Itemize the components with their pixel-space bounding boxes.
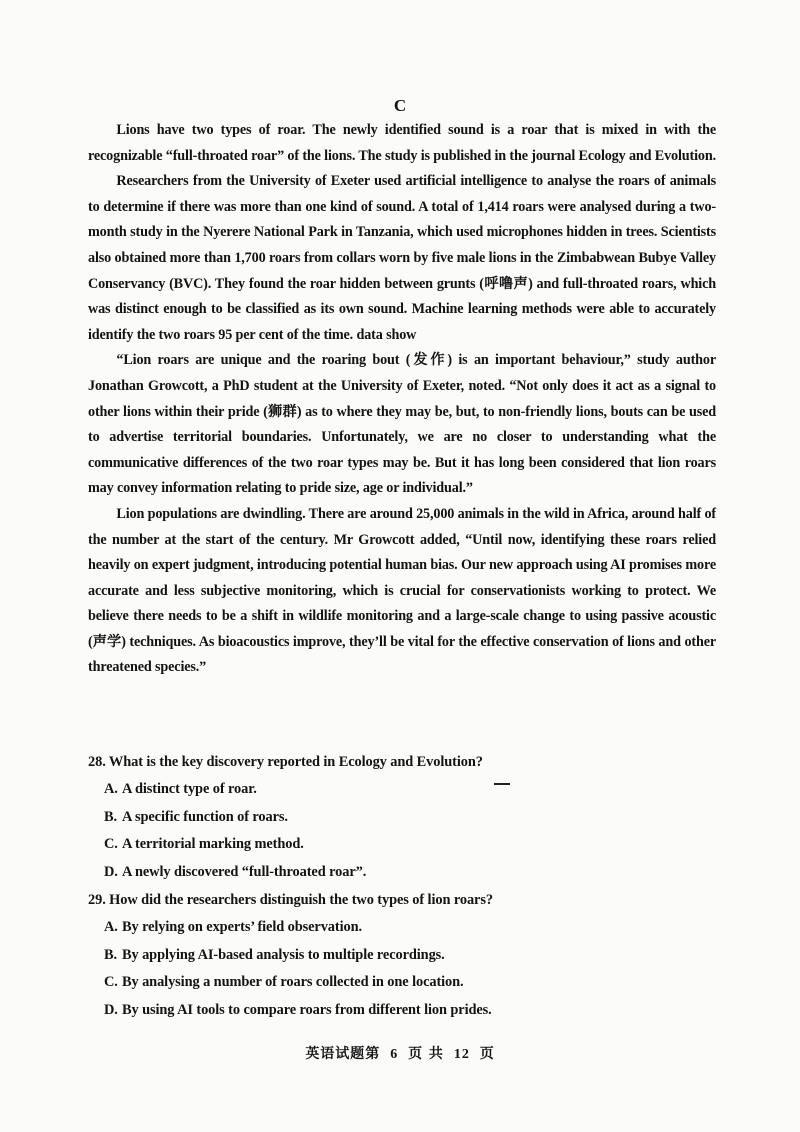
- option-letter: D.: [104, 863, 118, 880]
- option-letter: B.: [104, 808, 117, 825]
- option-a: [88, 776, 718, 803]
- question-28: [88, 749, 718, 886]
- question-stem: 28. What is the key discovery reported in Ecology and Evolution?: [88, 754, 483, 770]
- section-letter: C: [393, 96, 407, 115]
- question-stem: 29. How did the researchers distinguish the two types of lion roars?: [88, 892, 493, 909]
- option-letter: C.: [104, 836, 118, 853]
- option-text: A territorial marking method.: [122, 836, 304, 853]
- option-b: [88, 804, 718, 831]
- option-letter: D.: [104, 1001, 118, 1018]
- option-d: [88, 859, 718, 886]
- footer-suffix: 页: [479, 1046, 495, 1062]
- option-letter: A.: [104, 781, 118, 798]
- footer-middle: 页 共: [408, 1046, 444, 1062]
- question-29: [88, 887, 718, 1024]
- option-d: [88, 997, 718, 1024]
- handwritten-dash-mark: [494, 783, 510, 785]
- option-c: [88, 969, 718, 996]
- footer-total-pages: 12: [453, 1047, 470, 1062]
- option-c: [88, 831, 718, 858]
- option-letter: A.: [104, 919, 118, 936]
- option-letter: B.: [104, 946, 117, 963]
- reading-passage: [88, 118, 716, 681]
- footer-page-number: 6: [390, 1047, 399, 1062]
- option-a: [88, 914, 718, 941]
- option-b: [88, 942, 718, 969]
- passage-paragraph-4: Lion populations are dwindling. There are around 25,000 animals in the wild in Africa, around half of the number at the start of the century. Mr Growcott added, “Until now, identifying these roars relied heavily on expert judgment, introducing potential human bias. Our new approach using AI promises more accurate and less subjective monitoring, which is crucial for conservationists working to protect. We believe there needs to be a shift in wildlife monitoring and a large-scale change to using passive acoustic (声学) techniques. As bioacoustics improve, they’ll be vital for the effective conservation of lions and other threatened species.”: [88, 505, 716, 676]
- option-letter: C.: [104, 974, 118, 991]
- option-text: A distinct type of roar.: [122, 781, 257, 798]
- passage-paragraph-2: Researchers from the University of Exeter used artificial intelligence to analyse the roars of animals to determine if there was more than one kind of sound. A total of 1,414 roars were analysed during a two-month study in the Nyerere National Park in Tanzania, which used microphones hidden in trees. Scientists also obtained more than 1,700 roars from collars worn by five male lions in the Zimbabwean Bubye Valley Conservancy (BVC). They found the roar hidden between grunts (呼噜声) and full-throated roars, which was distinct enough to be classified as its own sound. Machine learning methods were able to accurately identify the two roars 95 per cent of the time. data show: [88, 173, 716, 343]
- option-text: By applying AI-based analysis to multiple recordings.: [122, 946, 445, 963]
- option-text: By using AI tools to compare roars from different lion prides.: [122, 1001, 492, 1018]
- passage-paragraph-3: “Lion roars are unique and the roaring bout (发作) is an important behaviour,” study author Jonathan Growcott, a PhD student at the University of Exeter, noted. “Not only does it act as a signal to other lions within their pride (狮群) as to where they may be, but, to non-friendly lions, bouts can be used to advertise territorial boundaries. Unfortunately, we are no closer to understanding what the communicative differences of the two roar types may be. But it has long been considered that lion roars may convey information relating to pride size, age or individual.”: [88, 352, 716, 497]
- passage-paragraph-1: Lions have two types of roar. The newly identified sound is a roar that is mixed in with the recognizable “full-throated roar” of the lions. The study is published in the journal Ecology and Evolution.: [88, 122, 716, 164]
- option-text: By relying on experts’ field observation.: [122, 919, 362, 936]
- question-list: [88, 749, 718, 1024]
- page-footer: [0, 1043, 800, 1063]
- footer-prefix: 英语试题第: [305, 1046, 381, 1062]
- option-text: A newly discovered “full-throated roar”.: [122, 863, 367, 880]
- option-text: By analysing a number of roars collected in one location.: [122, 974, 464, 991]
- option-text: A specific function of roars.: [122, 808, 288, 825]
